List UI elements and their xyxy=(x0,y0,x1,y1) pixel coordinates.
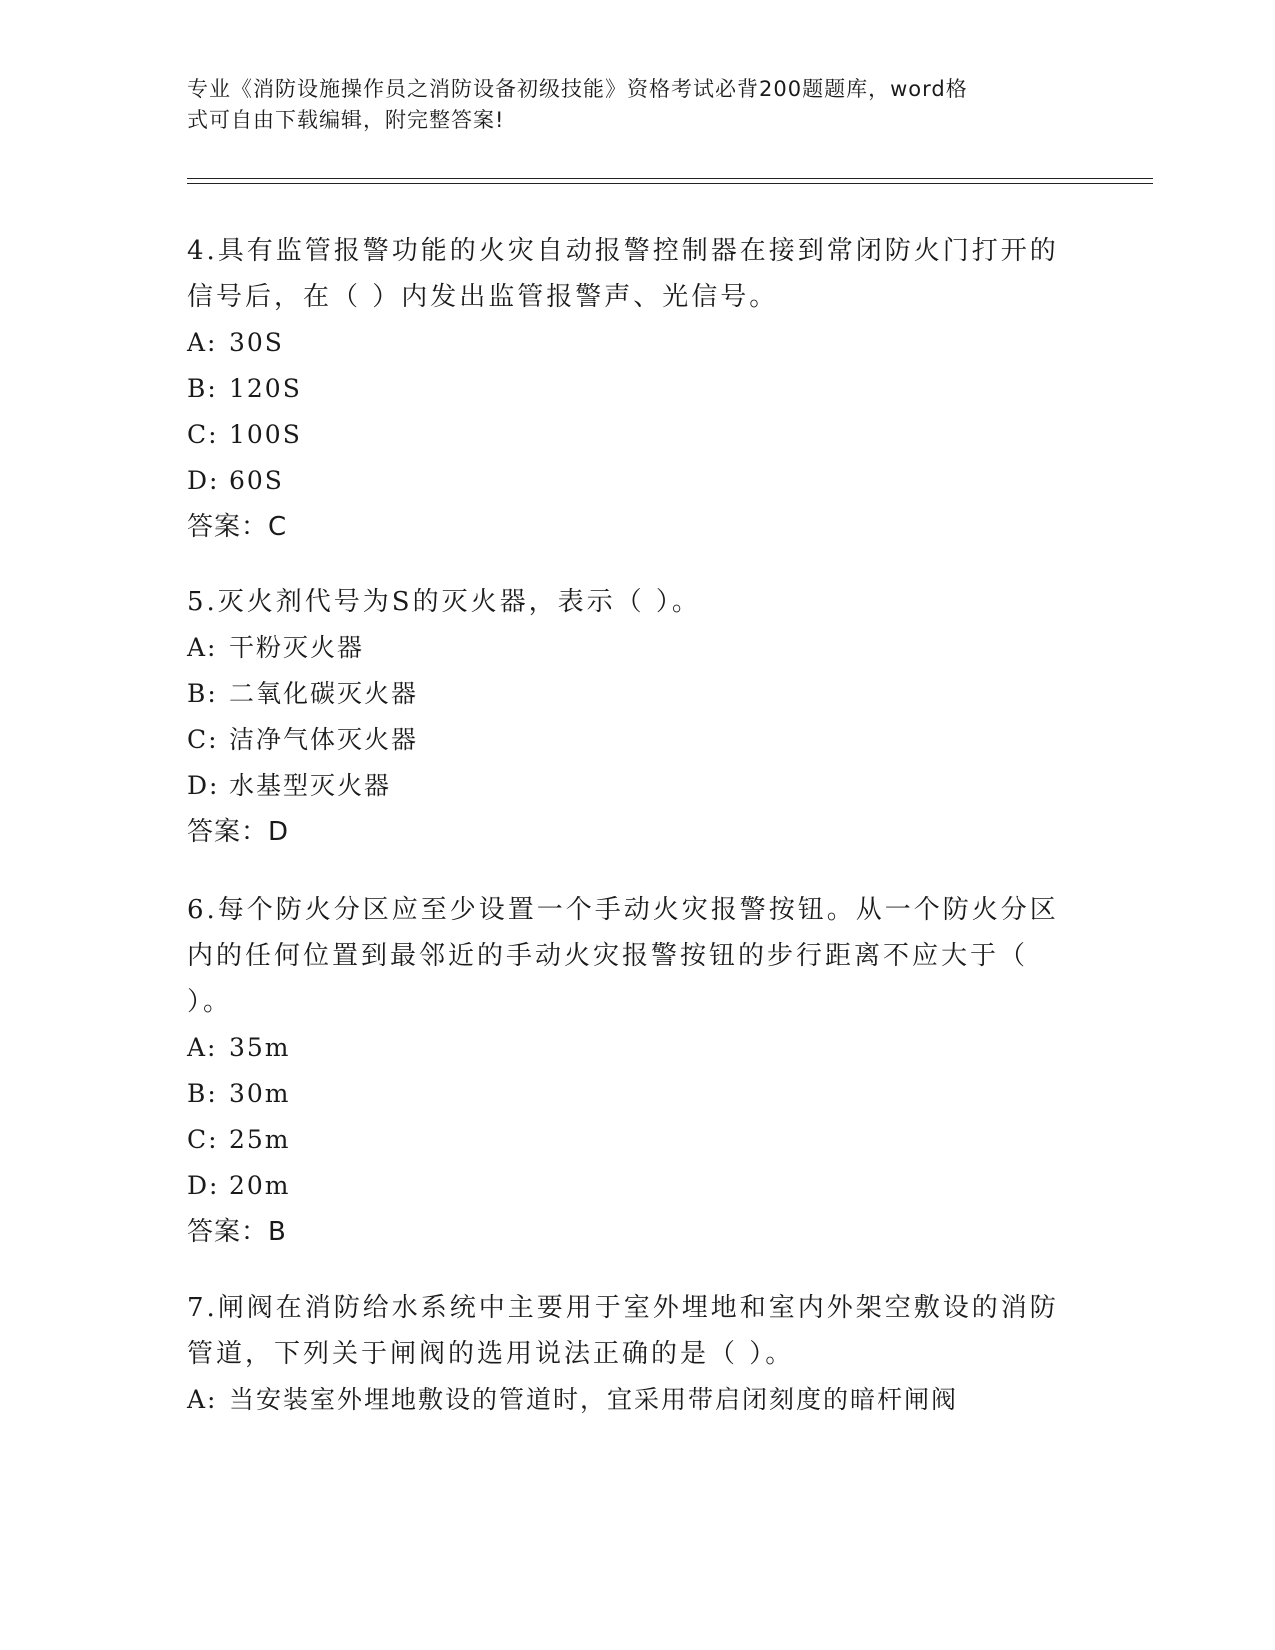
option-letter: B: xyxy=(187,1079,218,1108)
header-divider-top xyxy=(187,178,1153,179)
answer: 答案：C xyxy=(187,512,288,542)
option-text: 水基型灭火器 xyxy=(229,771,392,800)
answer: 答案：B xyxy=(187,1217,287,1247)
option-b xyxy=(187,1071,1067,1117)
option-letter: C: xyxy=(187,1125,219,1154)
header-line-1: 专业《消防设施操作员之消防设备初级技能》资格考试必背200题题库，word格 xyxy=(187,77,968,101)
option-letter: B: xyxy=(187,679,218,708)
question-6 xyxy=(187,887,1067,1255)
option-text: 20m xyxy=(229,1171,291,1200)
option-c xyxy=(187,1117,1067,1163)
question-text: 6.每个防火分区应至少设置一个手动火灾报警按钮。从一个防火分区内的任何位置到最邻近的手动火灾报警按钮的步行距离不应大于（ ）。 xyxy=(187,895,1059,1017)
option-letter: C: xyxy=(187,725,219,754)
option-text: 120S xyxy=(229,374,302,403)
option-d xyxy=(187,763,1067,809)
question-text: 5.灭火剂代号为S的灭火器，表示（ ）。 xyxy=(187,587,701,617)
option-letter: D: xyxy=(187,1171,220,1200)
question-text: 4.具有监管报警功能的火灾自动报警控制器在接到常闭防火门打开的信号后，在（ ）内发出监管报警声、光信号。 xyxy=(187,236,1059,312)
option-letter: D: xyxy=(187,771,220,800)
option-letter: A: xyxy=(187,328,218,357)
option-d xyxy=(187,458,1067,504)
option-letter: B: xyxy=(187,374,218,403)
option-a xyxy=(187,1025,1067,1071)
option-a xyxy=(187,625,1067,671)
question-5 xyxy=(187,579,1067,855)
option-text: 当安装室外埋地敷设的管道时，宜采用带启闭刻度的暗杆闸阀 xyxy=(229,1385,959,1414)
option-letter: C: xyxy=(187,420,219,449)
option-text: 100S xyxy=(229,420,302,449)
option-letter: A: xyxy=(187,633,218,662)
option-b xyxy=(187,366,1067,412)
question-4 xyxy=(187,228,1067,550)
option-text: 二氧化碳灭火器 xyxy=(229,679,419,708)
question-text: 7.闸阀在消防给水系统中主要用于室外埋地和室内外架空敷设的消防管道，下列关于闸阀的选用说法正确的是（ ）。 xyxy=(187,1293,1059,1369)
document-header xyxy=(187,74,1067,136)
option-text: 30S xyxy=(229,328,284,357)
option-text: 干粉灭火器 xyxy=(229,633,365,662)
option-letter: D: xyxy=(187,466,220,495)
option-a xyxy=(187,320,1067,366)
option-d xyxy=(187,1163,1067,1209)
option-text: 25m xyxy=(229,1125,291,1154)
option-text: 30m xyxy=(229,1079,291,1108)
option-a xyxy=(187,1377,1067,1423)
option-letter: A: xyxy=(187,1385,218,1414)
option-text: 35m xyxy=(229,1033,291,1062)
option-text: 洁净气体灭火器 xyxy=(229,725,419,754)
option-c xyxy=(187,717,1067,763)
question-7 xyxy=(187,1285,1067,1423)
header-line-2: 式可自由下载编辑，附完整答案! xyxy=(187,108,505,132)
option-c xyxy=(187,412,1067,458)
option-text: 60S xyxy=(229,466,284,495)
answer: 答案：D xyxy=(187,817,290,847)
header-divider-bottom xyxy=(187,183,1153,184)
option-b xyxy=(187,671,1067,717)
option-letter: A: xyxy=(187,1033,218,1062)
